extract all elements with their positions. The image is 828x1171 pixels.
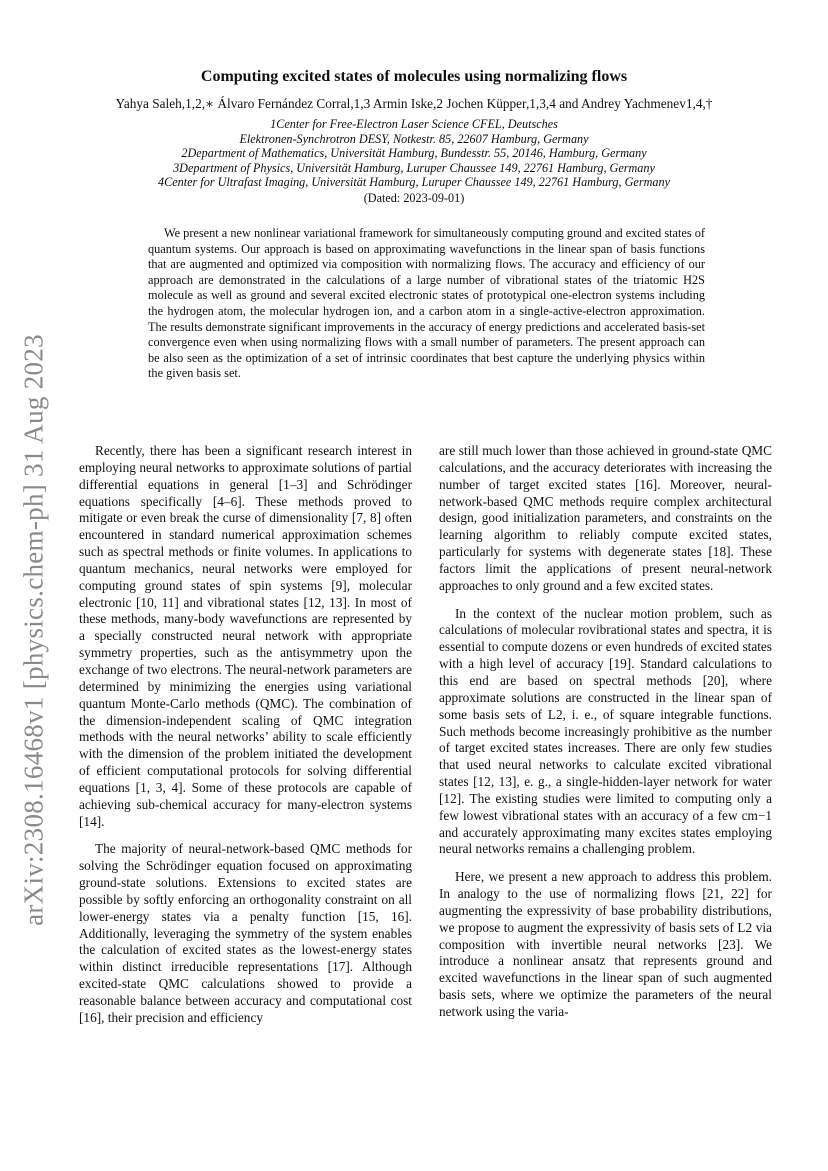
body-column-right [439,443,772,1032]
abstract [148,226,705,382]
date-line: (Dated: 2023-09-01) [363,190,465,205]
paragraph: are still much lower than those achieved in ground-state QMC calculations, and the accuracy deteriorates with increasing the number of target excited states [16]. Moreover, neural-network-based QMC methods require complex architectural design, good initialization parameters, and constraints on the learning algorithm to reliably compute excited states, particularly for systems with degenerate states [18]. These factors limit the applications of present neural-network approaches to only ground and a few excited states. [439,443,772,593]
affiliation-2: 2Department of Mathematics, Universität Hamburg, Bundesstr. 55, 20146, Hamburg, Germany [181,146,647,161]
paragraph: The majority of neural-network-based QMC methods for solving the Schrödinger equation focused on approximating ground-state solutions. Extensions to excited states are possible by softly enforcing an orthogonality constraint on all lower-energy states via a penalty function [15, 16]. Additionally, leveraging the symmetry of the system enables the calculation of excited states as the lowest-energy states within distinct irreducible representations [17]. Although excited-state QMC calculations showed to provide a reasonable balance between accuracy and computational cost [16], their precision and efficiency [79,841,412,1025]
author-list: Yahya Saleh,1,2,∗ Álvaro Fernández Corral,1,3 Armin Iske,2 Jochen Küpper,1,3,4 and Andrey Yachmenev1,4,† [115,96,713,111]
affiliation-3: 3Department of Physics, Universität Hamburg, Luruper Chaussee 149, 22761 Hamburg, Germany [173,160,655,175]
paper-header [70,68,758,206]
arxiv-sidebar [14,250,54,1010]
paper-title: Computing excited states of molecules using normalizing flows [200,68,628,85]
paragraph: In the context of the nuclear motion problem, such as calculations of molecular rovibrational states and spectra, it is essential to compute dozens or even hundreds of excited states with a high level of accuracy [19]. Standard calculations to this end are based on spectral methods [20], where approximate solutions are constructed in the linear span of some basis sets of L2, i. e., of square integrable functions. Such methods become increasingly prohibitive as the number of target excited states increases. There are only few studies that used neural networks to calculate excited vibrational states [12, 13], e. g., a single-hidden-layer network for water [12]. The existing studies were limited to computing only a few lowest vibrational states with an accuracy of a few cm−1 and accurately approximating many excites states employing neural networks remains a challenging problem. [439,605,772,857]
arxiv-identifier: arXiv:2308.16468v1 [physics.chem-ph] 31 Aug 2023 [18,334,49,926]
affiliation-1a: 1Center for Free-Electron Laser Science CFEL, Deutsches [270,117,558,131]
affiliation-1b: Elektronen-Synchrotron DESY, Notkestr. 85, 22607 Hamburg, Germany [239,131,589,146]
paragraph: Here, we present a new approach to address this problem. In analogy to the use of normalizing flows [21, 22] for augmenting the expressivity of base probability distributions, we propose to augment the expressivity of basis sets of L2 via composition with invertible neural networks [23]. We introduce a nonlinear ansatz that represents ground and excited wavefunctions in the linear span of such augmented basis sets, where we optimize the parameters of the neural network using the varia- [439,869,772,1019]
abstract-text: We present a new nonlinear variational framework for simultaneously computing ground and excited states of quantum systems. Our approach is based on approximating wavefunctions in the linear span of basis functions that are augmented and optimized via composition with normalizing flows. The accuracy and efficiency of our approach are demonstrated in the calculations of a large number of vibrational states of the triatomic H2S molecule as well as ground and several excited electronic states of prototypical one-electron systems including the hydrogen atom, the molecular hydrogen ion, and a carbon atom in a single-active-electron approximation. The results demonstrate significant improvements in the accuracy of energy predictions and accelerated basis-set convergence even when using normalizing flows with a small number of parameters. The present approach can be also seen as the optimization of a set of intrinsic coordinates that best capture the underlying physics within the given basis set. [148,226,705,381]
paragraph: Recently, there has been a significant research interest in employing neural networks to approximate solutions of partial differential equations in general [1–3] and Schrödinger equations specifically [4–6]. These methods proved to mitigate or even break the curse of dimensionality [7, 8] often encountered in standard numerical approximation schemes such as spectral methods or finite volumes. In applications to quantum mechanics, neural networks were employed for computing ground states of spin systems [9], molecular electronic [10, 11] and vibrational states [12, 13]. In most of these methods, many-body wavefunctions are represented by a specially constructed neural network with appropriate symmetry properties, such as the antisymmetry upon the exchange of two electrons. The neural-network parameters are determined by minimizing the energies using variational quantum Monte-Carlo methods (QMC). The combination of the dimension-independent scaling of QMC integration methods with the neural networks’ ability to scale efficiently with the dimension of the problem initiated the development of efficient computational protocols for solving differential equations [1, 3, 4]. Some of these protocols are capable of achieving sub-chemical accuracy for many-electron systems [14]. [79,443,412,829]
affiliation-4: 4Center for Ultrafast Imaging, Universität Hamburg, Luruper Chaussee 149, 22761 Hamburg, Germany [158,175,670,190]
body-column-left [79,443,412,1038]
